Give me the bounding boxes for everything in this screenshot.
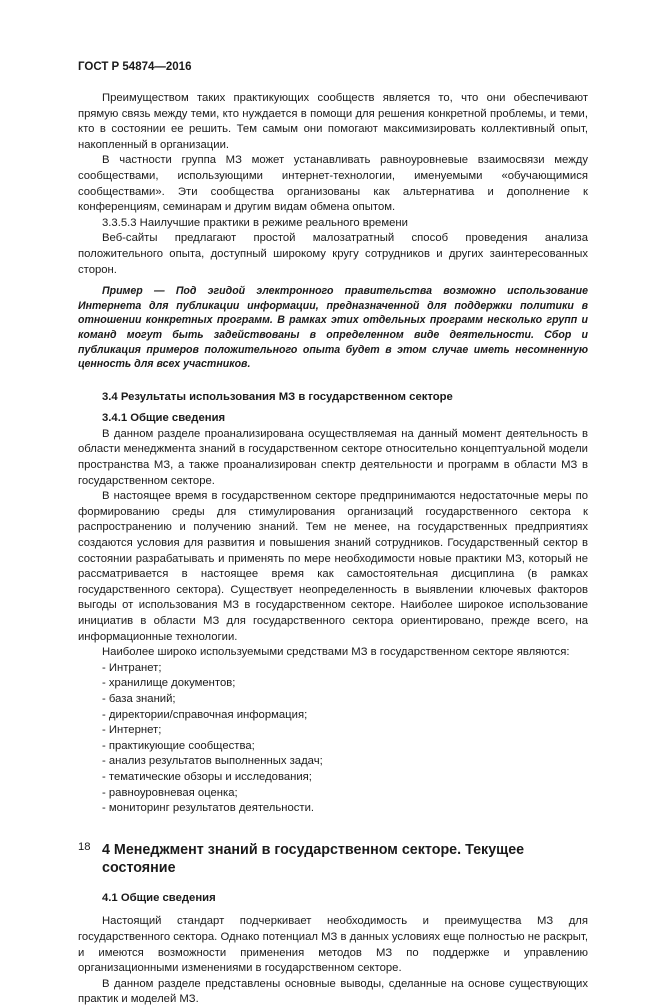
paragraph: Наиболее широко используемыми средствами МЗ в государственном секторе являются:: [102, 646, 570, 659]
paragraph: Веб-сайты предлагают простой малозатратный способ проведения анализа положительного опыта, доступный широкому кругу сотрудников и других заинтересованных сторон.: [78, 232, 588, 276]
section-heading: 3.4 Результаты использования МЗ в государственном секторе: [102, 390, 453, 403]
example-note: Пример — Под эгидой электронного правительства возможно использование Интернета для публикации информации, предназначенной для поддержки политики в отношении конкретных программ. В рамках этих отдельных программ несколько групп и команд могут быть задействованы в определенном виде деятельности. Сбор и публикация примеров положительного опыта будет в этом случае иметь несомненную ценность для всех участников.: [78, 285, 588, 371]
paragraph: Настоящий стандарт подчеркивает необходимость и преимущества МЗ для государственного сектора. Однако потенциал МЗ в данных условиях еще полностью не раскрыт, и имеются возможности применения методов МЗ по поддержке и управлению организационными изменениями в государственном секторе.: [78, 915, 588, 975]
list-item: - мониторинг результатов деятельности.: [102, 802, 315, 815]
paragraph: В данном разделе проанализирована осуществляемая на данный момент деятельность в области менеджмента знаний в государственном секторе относительно концептуальной модели пространства МЗ, а также проанализирован спектр деятельности и программ в области МЗ в государственном секторе.: [78, 427, 588, 487]
list-item: - анализ результатов выполненных задач;: [102, 755, 323, 768]
list-item: - тематические обзоры и исследования;: [102, 770, 312, 783]
subsection-heading: 4.1 Общие сведения: [102, 891, 216, 904]
standard-header: ГОСТ Р 54874—2016: [78, 61, 192, 73]
list-item: - хранилище документов;: [102, 677, 236, 690]
paragraph: В настоящее время в государственном секторе предпринимаются недостаточные меры по формированию среды для стимулирования организаций государственного сектора к распространению и получению знаний. Тем не менее, на государственных предприятиях создаются условия для развития и повышения знаний сотрудников. Государственный сектор в состоянии разрабатывать и применять по мере необходимости новые практики МЗ, который не рассматривается в настоящее время как самостоятельная дисциплина (в рамках государственного сектора). Существует неопределенность в выявлении ключевых факторов выгоды от использования МЗ в государственном секторе. Наиболее широкое использование инициатив в области МЗ для государственного сектора ориентировано, прежде всего, на информационные технологии.: [78, 490, 588, 643]
paragraph: В данном разделе представлены основные выводы, сделанные на основе существующих практик и моделей МЗ.: [78, 977, 588, 1006]
paragraph: Преимуществом таких практикующих сообществ является то, что они обеспечивают прямую связь между теми, кто нуждается в помощи для решения конкретной проблемы, и теми, кто в состоянии ее решить. Тем самым они помогают максимизировать коллективный опыт, накопленный в организации.: [78, 92, 588, 151]
list-item: - Интернет;: [102, 724, 162, 737]
list-item: - Интранет;: [102, 661, 162, 674]
list-item: - практикующие сообщества;: [102, 739, 255, 752]
list-item: - база знаний;: [102, 692, 176, 705]
subsection-heading: 3.4.1 Общие сведения: [102, 412, 226, 425]
subsection-title: 3.3.5.3 Наилучшие практики в режиме реального времени: [102, 216, 408, 229]
page-number: 18: [78, 841, 91, 853]
tools-list: [78, 661, 588, 817]
chapter-heading: 4 Менеджмент знаний в государственном секторе. Текущее состояние: [102, 841, 525, 876]
page-body: [78, 91, 588, 1008]
list-item: - директории/справочная информация;: [102, 708, 308, 721]
paragraph: В частности группа МЗ может устанавливать равноуровневые взаимосвязи между сообществами, использующими интернет-технологии, именуемыми «обучающимися сообществами». Эти сообщества организованы как альтернатива и дополнение к конференциям, семинарам и другим видам обмена опытом.: [78, 154, 588, 214]
list-item: - равноуровневая оценка;: [102, 786, 238, 799]
